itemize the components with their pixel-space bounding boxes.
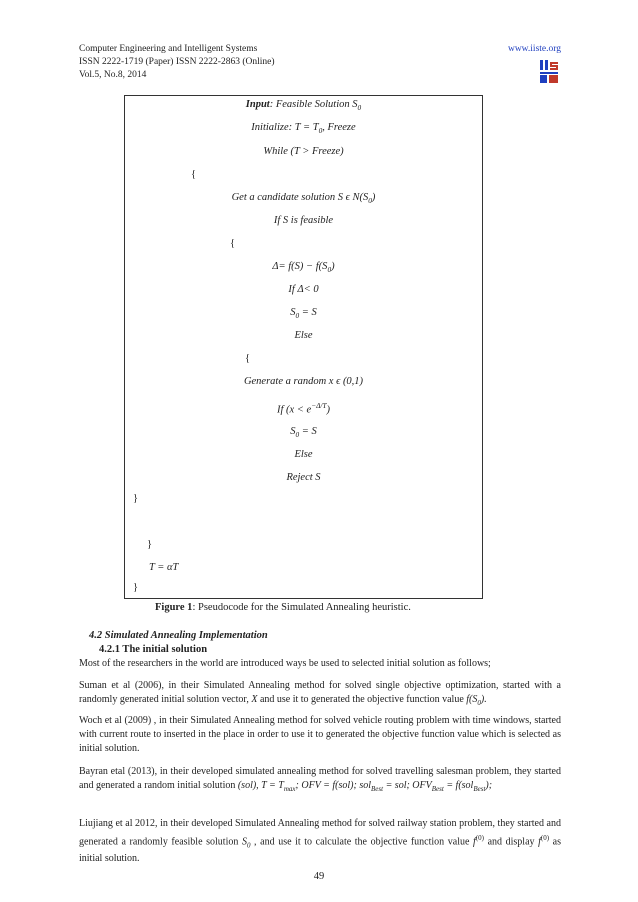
journal-volume: Vol.5, No.8, 2014: [79, 70, 147, 80]
paragraph-5: Liujiang et al 2012, in their developed Simulated Annealing method for solved railway station problem, they started and generated a randomly feasible solution $S_0$ , and use it to calculate the objective function value $f^{(0)}$ and display $f^{(0)}$ as initial solution.: [79, 818, 561, 865]
figure-caption: [155, 602, 411, 613]
logo-mark: [540, 60, 558, 83]
algo-input-line: Input: Feasible Solution $S_0$: [245, 99, 362, 113]
journal-name: Computer Engineering and Intelligent Systems: [79, 44, 258, 54]
algo-temperature-update: T = αT: [149, 562, 179, 573]
figure-label: Figure 1: [155, 602, 193, 613]
algo-else-line-1: Else: [294, 330, 313, 341]
algo-assign-line-2: $S_0 = S$: [290, 426, 317, 440]
figure-caption-text: : Pseudocode for the Simulated Annealing heuristic.: [192, 602, 411, 613]
journal-issn: ISSN 2222-1719 (Paper) ISSN 2222-2863 (Online): [79, 57, 275, 67]
algo-delta-line: $\Delta= f(S) - f(S_0)$: [272, 261, 335, 275]
algo-open-brace-1: {: [191, 169, 197, 180]
algo-while-line: While (T > Freeze): [263, 146, 344, 157]
paragraph-4: Bayran etal (2013), in their developed simulated annealing method for solved travelling salesman problem, they started and generated a random initial solution (sol), $T = T_{max}$; OFV = f(sol); sol$_{Best}$ = sol; $OFV_{Best} = f(sol_{Best})$;: [79, 766, 561, 793]
paragraph-2: Suman et al (2006), in their Simulated Annealing method for solved single objective optimization, started with a randomly generated initial solution vector, X and use it to generated the objective function value $f(S_0)$.: [79, 680, 561, 707]
algo-assign-line-1: $S_0 = S$: [290, 307, 317, 321]
algo-open-brace-2: {: [230, 238, 236, 249]
algo-generate-line: Generate a random x ϵ (0,1): [243, 376, 364, 387]
algo-if-delta-line: If Δ< 0: [288, 284, 319, 295]
algo-initialize-line: Initialize: $T = T_0$, Freeze: [251, 122, 356, 136]
paragraph-3: Woch et al (2009) , in their Simulated Annealing method for solved vehicle routing problem with time windows, started with current route to inserted in the place in order to use it to generated the objective function value which is selected as initial solution.: [79, 715, 561, 754]
algo-if-x-line: If $(x < e^{-\Delta/T})$: [276, 401, 331, 416]
section-heading: 4.2 Simulated Annealing Implementation: [89, 630, 268, 641]
journal-url-link[interactable]: www.iiste.org: [507, 44, 561, 54]
iiste-logo: [538, 60, 560, 84]
algo-open-brace-3: {: [245, 353, 251, 364]
subsection-heading: 4.2.1 The initial solution: [99, 644, 208, 655]
paragraph-1: Most of the researchers in the world are introduced ways be used to selected initial solution as follows;: [79, 658, 491, 669]
algo-close-brace-1: }: [133, 493, 139, 504]
page-number: 49: [313, 871, 325, 882]
algo-if-feasible-line: If S is feasible: [273, 215, 334, 226]
algo-close-brace-3: }: [133, 582, 139, 593]
journal-header: [79, 43, 275, 82]
algo-reject-line: Reject S: [286, 472, 321, 483]
algo-else-line-2: Else: [294, 449, 313, 460]
pseudocode-box: [124, 95, 483, 599]
algo-candidate-line: Get a candidate solution S ϵ $N(S_0)$: [231, 192, 376, 206]
algo-close-brace-2: }: [147, 539, 153, 550]
